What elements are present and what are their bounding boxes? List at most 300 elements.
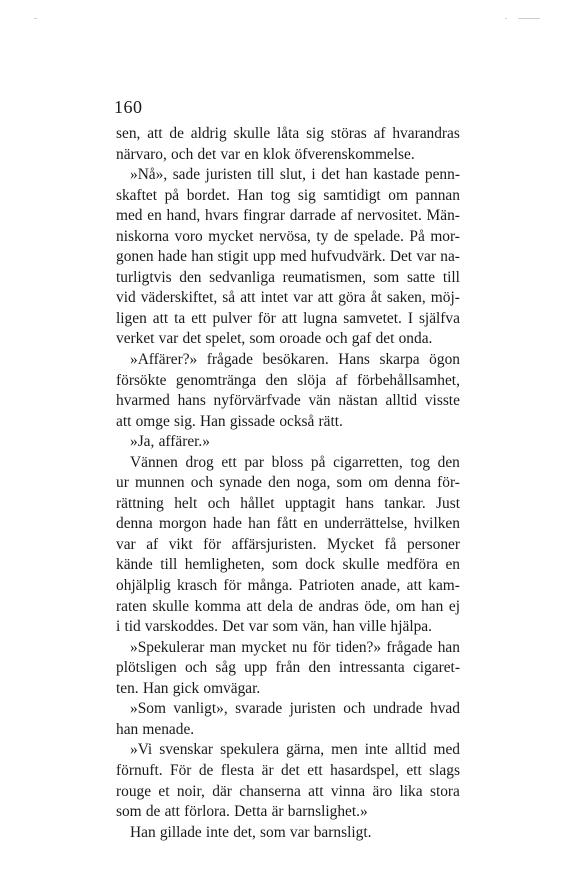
word: morgon xyxy=(159,515,207,533)
word: På xyxy=(409,227,425,245)
word: i xyxy=(311,166,316,184)
word: »Affärer?» xyxy=(130,351,198,369)
word: vikt xyxy=(168,535,193,553)
text-line xyxy=(116,555,460,576)
word: vanligt», xyxy=(173,700,228,718)
word: af xyxy=(335,371,348,389)
word: på xyxy=(164,186,180,204)
word: om xyxy=(368,474,389,492)
word: intressanta xyxy=(338,659,405,677)
word: den xyxy=(308,659,331,677)
word: de xyxy=(169,125,184,142)
word: hemligheten, xyxy=(184,556,265,574)
word: ville xyxy=(358,618,387,636)
word: försökte xyxy=(116,371,167,389)
text-line xyxy=(116,371,460,392)
word: För xyxy=(170,761,192,779)
word: Han xyxy=(130,823,156,841)
word: med xyxy=(116,207,143,225)
text-line xyxy=(116,288,460,309)
word: rouge xyxy=(116,782,152,800)
word: lugna xyxy=(303,309,338,327)
text-line xyxy=(116,823,460,844)
word: upptagit xyxy=(284,494,336,512)
word: sen, xyxy=(116,125,141,142)
word: att xyxy=(147,125,163,142)
word: Det xyxy=(222,618,245,636)
word: verket xyxy=(116,330,155,348)
word: Han xyxy=(142,679,169,697)
word: en xyxy=(147,207,162,225)
word: inte xyxy=(205,823,230,841)
word: genomtränga xyxy=(175,371,257,389)
word: intet xyxy=(260,289,288,307)
word: det xyxy=(281,761,300,779)
word: hvars xyxy=(205,207,239,225)
word: sig. xyxy=(173,412,196,430)
word: det xyxy=(182,330,202,348)
word: tid xyxy=(124,618,141,636)
word: som xyxy=(249,330,276,348)
word: Vännen xyxy=(130,453,178,471)
text-line xyxy=(116,473,460,494)
word: äro xyxy=(372,782,393,800)
text-line xyxy=(116,124,460,145)
word: det xyxy=(197,145,217,163)
word: och xyxy=(325,330,348,348)
word: att xyxy=(246,597,262,615)
word: synade xyxy=(219,474,262,492)
word: stigit xyxy=(217,248,249,266)
word: helt xyxy=(174,494,198,512)
word: kam- xyxy=(428,577,460,595)
word: ligen xyxy=(116,309,147,327)
word: var xyxy=(158,330,179,348)
text-line xyxy=(116,617,460,638)
word: och xyxy=(190,474,214,492)
word: de xyxy=(298,597,313,615)
word: fått xyxy=(276,515,298,533)
word: hasardspel, xyxy=(330,761,399,779)
word: samtidigt xyxy=(323,186,381,204)
word: skarpa xyxy=(379,351,420,369)
text-line xyxy=(116,453,460,474)
word: att xyxy=(240,289,256,307)
word: förbehållsamhet, xyxy=(356,371,460,389)
word: anade, xyxy=(360,577,401,595)
word: var xyxy=(248,618,269,636)
text-line xyxy=(116,638,460,659)
word: vid xyxy=(116,289,136,307)
word: hade xyxy=(157,248,187,266)
word: skaftet xyxy=(116,186,158,204)
text-line xyxy=(116,329,460,350)
word: Han xyxy=(199,412,226,430)
word: upp xyxy=(252,248,276,266)
word: sig xyxy=(306,125,325,142)
scan-speck xyxy=(34,18,37,19)
word: och xyxy=(184,659,208,677)
word: voro xyxy=(174,227,203,245)
word: fingrar xyxy=(243,207,285,225)
word: I xyxy=(407,309,413,327)
word: spelet, xyxy=(205,330,246,348)
word: chanserna xyxy=(239,782,301,800)
word: som xyxy=(272,556,298,574)
word: frågade xyxy=(386,638,433,656)
word: tiden?» xyxy=(335,638,382,656)
word: sig xyxy=(297,186,316,204)
word: par xyxy=(244,453,265,471)
word: Han xyxy=(237,186,264,204)
word: var xyxy=(416,248,436,266)
word: de xyxy=(145,803,161,821)
word: den xyxy=(179,268,202,286)
word: spelade. xyxy=(353,227,404,245)
word: gaf xyxy=(351,330,372,348)
word: mycket xyxy=(241,638,287,656)
word: Det xyxy=(389,248,413,266)
word: hvarandras xyxy=(392,125,460,142)
word: mycket xyxy=(208,227,254,245)
word: för xyxy=(257,309,276,327)
word: Män- xyxy=(426,207,460,225)
word: hand, xyxy=(166,207,201,225)
word: väderskiftet, xyxy=(140,289,218,307)
word: som xyxy=(272,618,299,636)
word: att xyxy=(152,309,169,327)
word: plötsligen xyxy=(116,659,177,677)
word: satte xyxy=(406,268,436,286)
word: bloss xyxy=(271,453,304,471)
word: slags xyxy=(429,761,460,779)
word: med xyxy=(280,248,307,266)
text-line xyxy=(116,268,460,289)
word: af xyxy=(340,207,353,225)
word: till xyxy=(257,166,275,184)
word: nyförvärfvade xyxy=(213,392,301,410)
word: underrättelse, xyxy=(324,515,408,533)
word: »Ja, xyxy=(130,433,155,451)
word: Hans xyxy=(338,351,370,369)
word: komma xyxy=(194,597,241,615)
word: klok xyxy=(263,145,291,163)
word: hade xyxy=(212,515,242,533)
word: gissade xyxy=(229,412,276,430)
word: af xyxy=(373,125,386,142)
word: tog xyxy=(270,186,291,204)
word: gärna, xyxy=(286,741,325,759)
word: men xyxy=(331,741,358,759)
word: alltid xyxy=(385,392,418,410)
word: upp xyxy=(244,659,268,677)
word: turligtvis xyxy=(116,268,172,286)
word: inte xyxy=(364,741,388,759)
word: bordet. xyxy=(186,186,230,204)
word: var xyxy=(293,289,313,307)
word: besökaren. xyxy=(262,351,329,369)
word: svenskar xyxy=(159,741,214,759)
word: var xyxy=(116,535,136,553)
word: gillade xyxy=(159,823,202,841)
word: cigarretten, xyxy=(333,453,403,471)
word: nervösa, xyxy=(259,227,311,245)
word: närvaro, xyxy=(116,145,167,163)
word: ta xyxy=(174,309,186,327)
word: ohjälplig xyxy=(116,577,171,595)
word: för xyxy=(223,577,242,595)
word: och xyxy=(343,700,366,718)
word: det xyxy=(321,166,341,184)
text-line xyxy=(116,350,460,371)
word: dela xyxy=(267,597,293,615)
text-line xyxy=(116,597,460,618)
word: tog xyxy=(410,453,431,471)
word: noir, xyxy=(176,782,205,800)
word: omvägar. xyxy=(203,679,261,697)
word: ett xyxy=(221,453,237,471)
word: han xyxy=(248,515,271,533)
word: aldrig xyxy=(190,125,227,142)
word: hvarmed xyxy=(116,392,170,410)
word: penn- xyxy=(424,166,460,184)
word: också xyxy=(279,412,315,430)
word: om xyxy=(395,597,416,615)
text-line xyxy=(116,740,460,761)
text-line xyxy=(116,720,460,741)
word: ten. xyxy=(116,679,139,697)
word: om xyxy=(388,186,408,204)
text-line xyxy=(116,227,460,248)
text-line xyxy=(116,699,460,720)
word: ty xyxy=(316,227,329,245)
word: kastade xyxy=(373,166,420,184)
word: »Spekulerar xyxy=(130,638,205,656)
word: omge xyxy=(135,412,170,430)
word: som xyxy=(336,474,363,492)
text-line xyxy=(116,514,460,535)
word: hans xyxy=(345,494,374,512)
word: skulle xyxy=(342,556,380,574)
word: personer xyxy=(407,535,460,553)
word: den xyxy=(268,474,291,492)
word: till xyxy=(160,556,178,574)
word: pulver xyxy=(212,309,252,327)
word: och xyxy=(171,145,194,163)
word: sade xyxy=(172,166,201,184)
word: denna xyxy=(394,474,431,492)
word: förlora. xyxy=(184,803,230,821)
word: gick xyxy=(172,679,200,697)
word: alltid xyxy=(394,741,427,759)
word: öde, xyxy=(364,597,391,615)
word: skulle xyxy=(152,597,190,615)
word: en xyxy=(303,515,318,533)
word: denna xyxy=(116,515,153,533)
word: att xyxy=(308,782,324,800)
word: en xyxy=(244,145,259,163)
word: göra xyxy=(338,289,366,307)
word: hvad xyxy=(430,700,460,718)
word: för xyxy=(312,638,331,656)
word: möj- xyxy=(430,289,460,307)
word: är xyxy=(261,761,274,779)
word: att xyxy=(317,289,334,307)
word: rättning xyxy=(116,494,164,512)
word: slut, xyxy=(279,166,306,184)
word: ur xyxy=(116,474,129,492)
word: varskoddes. xyxy=(144,618,218,636)
word: själfva xyxy=(418,309,460,327)
word: kände xyxy=(116,556,153,574)
word: raten xyxy=(116,597,147,615)
word: var xyxy=(220,145,241,163)
word: förnuft. xyxy=(116,761,163,779)
word: få xyxy=(384,535,397,553)
word: nervositet. xyxy=(357,207,422,225)
word: som xyxy=(260,823,286,841)
word: från xyxy=(275,659,301,677)
word: visste xyxy=(424,392,460,410)
word: frågade xyxy=(206,351,253,369)
word: han xyxy=(437,638,460,656)
word: gonen xyxy=(116,248,154,266)
word: undrade xyxy=(372,700,423,718)
word: ett xyxy=(406,761,422,779)
word: Mycket xyxy=(326,535,374,553)
word: ett xyxy=(307,761,323,779)
word: att xyxy=(406,577,423,595)
word: med xyxy=(433,741,460,759)
word: för xyxy=(203,535,222,553)
word: han xyxy=(116,720,139,738)
text-line xyxy=(116,391,460,412)
scan-speck xyxy=(505,18,507,19)
word: ej xyxy=(448,597,460,615)
text-line xyxy=(116,802,460,823)
word: flesta xyxy=(220,761,255,779)
word: den xyxy=(437,453,460,471)
word: sedvanliga xyxy=(209,268,275,286)
word: na- xyxy=(440,248,460,266)
word: att xyxy=(281,309,298,327)
word: tankar. xyxy=(384,494,426,512)
word: som xyxy=(116,803,142,821)
word: vän, xyxy=(302,618,329,636)
word: »Nå», xyxy=(130,166,168,184)
word: vinna xyxy=(330,782,366,800)
word: Detta xyxy=(234,803,268,821)
word: munnen xyxy=(135,474,185,492)
word: saken, xyxy=(386,289,426,307)
word: nästan xyxy=(338,392,378,410)
text-line xyxy=(116,576,460,597)
text-line xyxy=(116,761,460,782)
body-text xyxy=(116,124,460,843)
text-line xyxy=(116,679,460,700)
word: till xyxy=(442,268,460,286)
word: hvilken xyxy=(413,515,460,533)
word: ett xyxy=(191,309,207,327)
word: hans xyxy=(177,392,206,410)
scan-speck xyxy=(518,18,540,19)
word: på xyxy=(310,453,326,471)
word: hjälpa. xyxy=(390,618,432,636)
word: och xyxy=(207,494,230,512)
word: spekulera xyxy=(220,741,280,759)
word: »Vi xyxy=(130,741,153,759)
word: vän xyxy=(308,392,331,410)
word: niskorna xyxy=(116,227,170,245)
word: han xyxy=(191,248,214,266)
word: nu xyxy=(291,638,308,656)
word: andras xyxy=(318,597,359,615)
word: att xyxy=(116,412,132,430)
word: barnslighet.» xyxy=(287,803,368,821)
text-line xyxy=(116,782,460,803)
word: Patrioten xyxy=(298,577,355,595)
word: juristen xyxy=(289,700,336,718)
word: drog xyxy=(185,453,214,471)
word: oroade xyxy=(279,330,322,348)
word: lika xyxy=(399,782,423,800)
text-line xyxy=(116,535,460,556)
word: noga, xyxy=(296,474,331,492)
text-line xyxy=(116,494,460,515)
text-line xyxy=(116,247,460,268)
word: som xyxy=(373,268,400,286)
word: den xyxy=(265,371,288,389)
word: är xyxy=(271,803,284,821)
word: ögon xyxy=(429,351,460,369)
word: han xyxy=(345,166,368,184)
word: i xyxy=(116,618,121,636)
word: Just xyxy=(436,494,460,512)
text-line xyxy=(116,412,460,433)
word: hållet xyxy=(240,494,275,512)
word: för- xyxy=(437,474,460,492)
word: han xyxy=(421,597,444,615)
word: så xyxy=(222,289,236,307)
word: skulle xyxy=(233,125,271,142)
page-number: 160 xyxy=(114,97,143,117)
word: cigaret- xyxy=(412,659,460,677)
word: affärer.» xyxy=(158,433,210,451)
word: slöja xyxy=(297,371,327,389)
word: en xyxy=(445,556,460,574)
text-line xyxy=(116,206,460,227)
word: det xyxy=(375,330,395,348)
word: et xyxy=(158,782,170,800)
text-line xyxy=(116,145,460,166)
word: reumatismen, xyxy=(282,268,366,286)
word: såg xyxy=(215,659,236,677)
word: öfverenskommelse. xyxy=(294,145,415,163)
word: »Som xyxy=(130,700,166,718)
word: man xyxy=(209,638,237,656)
word: juristen xyxy=(205,166,252,184)
word: rätt. xyxy=(318,412,343,430)
word: dock xyxy=(305,556,336,574)
word: darrade xyxy=(289,207,336,225)
text-line xyxy=(116,658,460,679)
word: att xyxy=(164,803,180,821)
word: åt xyxy=(370,289,382,307)
word: han xyxy=(332,618,355,636)
word: många. xyxy=(247,577,293,595)
text-line xyxy=(116,186,460,207)
word: menade. xyxy=(142,720,195,738)
